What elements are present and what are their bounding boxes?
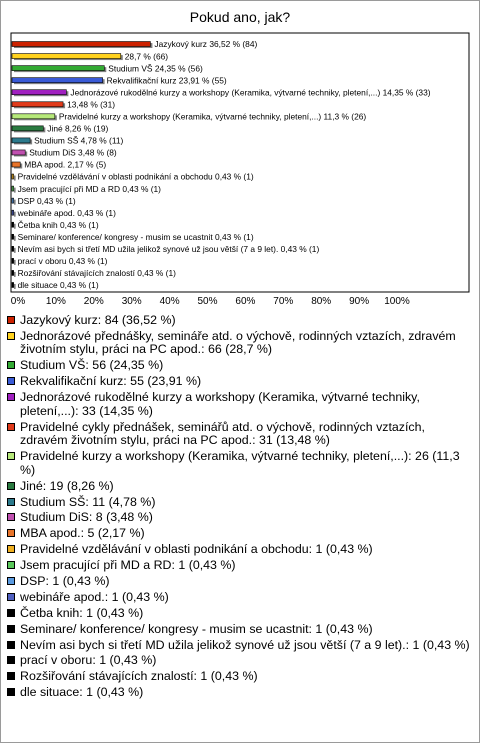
bar-shadow [14,200,16,205]
x-tick-label: 60% [235,296,256,307]
legend-item [7,654,473,668]
bar [12,66,104,71]
legend-swatch [7,641,15,649]
bar [12,54,121,59]
bar-label: webináře apod. 0,43 % (1) [17,207,116,218]
bar [12,198,14,203]
bar-label: DSP 0,43 % (1) [17,195,76,206]
legend-label: Studium VŠ: 56 (24,35 %) [20,358,164,373]
x-tick-label: 20% [83,296,104,307]
bar-shadow [14,188,16,193]
bar-label: Jiné 8,26 % (19) [47,123,109,134]
legend-label: Pravidelné kurzy a workshopy (Keramika, výtvarné techniky, pletení,...): 26 (11,3 %) [20,449,460,477]
legend-item [7,607,473,621]
chart-title: Pokud ano, jak? [189,9,291,25]
legend-label: Jednorázové přednášky, semináře atd. o výchově, rodinných vztazích, zdravém životním stylu, práci na PC apod.: 66 (28,7 %) [20,328,456,357]
bar [12,174,14,179]
legend-swatch [7,609,15,617]
bar [12,78,103,83]
legend-item [7,330,473,357]
legend-label: Jednorázové rukodělné kurzy a workshopy (Keramika, výtvarné techniky, pletení,...): 33 (14,35 %) [20,390,420,418]
bar-label: Jednorázové rukodělné kurzy a workshopy (Keramika, výtvarné techniky, pletení,...) 14,35 % (33) [70,87,431,98]
legend-swatch [7,577,15,585]
legend-item [7,670,473,684]
legend-label: MBA apod.: 5 (2,17 %) [20,526,145,541]
legend-swatch [7,377,15,385]
legend-label: prací v oboru: 1 (0,43 %) [20,653,157,668]
bar [12,102,63,107]
legend-label: DSP: 1 (0,43 %) [20,573,110,588]
bar-label: prací v oboru 0,43 % (1) [17,256,108,267]
bar-label: 28,7 % (66) [124,51,169,62]
legend-item [7,511,473,525]
legend-label: Nevím asi bych si třetí MD užila jelikož synové už jsou větší (7 a 9 let).: 1 (0,43 %) [20,637,470,652]
bar [12,234,14,239]
bar-label: Jazykový kurz 36,52 % (84) [154,39,258,50]
legend-item [7,575,473,589]
x-tick-label: 0% [10,296,26,307]
bar-label: Četba knih 0,43 % (1) [17,219,99,230]
legend-item [7,391,473,418]
bar [12,162,20,167]
legend-swatch [7,656,15,664]
legend-swatch [7,452,15,460]
bar-label: Studium SŠ 4,78 % (11) [34,135,124,146]
legend-item [7,686,473,700]
x-tick-label: 50% [197,296,218,307]
chart-legend [7,314,473,702]
legend-item [7,527,473,541]
bar [12,270,14,275]
bar-shadow [14,224,16,229]
legend-item [7,543,473,557]
bar-label: 13,48 % (31) [67,99,116,110]
bar [12,42,150,47]
bar-label: MBA apod. 2,17 % (5) [24,159,107,170]
x-tick-label: 100% [384,296,410,307]
legend-label: Jsem pracující při MD a RD: 1 (0,43 %) [20,558,236,573]
x-tick-label: 80% [311,296,332,307]
legend-label: webináře apod.: 1 (0,43 %) [20,589,169,604]
legend-label: Studium SŠ: 11 (4,78 %) [20,494,156,509]
bar-label: Seminare/ konference/ kongresy - musim se ucastnit 0,43 % (1) [17,231,254,242]
legend-swatch [7,688,15,696]
bar-shadow [14,236,16,241]
bar-label: Studium VŠ 24,35 % (56) [108,63,203,74]
bar-shadow [14,248,16,253]
legend-swatch [7,423,15,431]
legend-swatch [7,498,15,506]
bar-label: Pravidelné kurzy a workshopy (Keramika, výtvarné techniky, pletení,...) 11,3 % (26) [58,111,367,122]
bar-shadow [14,284,16,289]
legend-swatch [7,316,15,324]
legend-item [7,375,473,389]
legend-label: dle situace: 1 (0,43 %) [20,685,144,700]
bar-label: Jsem pracující při MD a RD 0,43 % (1) [17,183,161,194]
legend-item [7,314,473,328]
x-tick-label: 40% [159,296,180,307]
legend-item [7,421,473,448]
bar-chart [0,0,480,312]
bar [12,210,14,215]
bar-label: Nevím asi bych si třetí MD užila jelikož synové už jsou větší (7 a 9 let). 0,43 % (1) [17,244,320,255]
bar [12,186,14,191]
bar-shadow [14,260,16,265]
legend-label: Rozšiřování stávajících znalostí: 1 (0,43 %) [20,669,258,684]
legend-swatch [7,561,15,569]
legend-swatch [7,361,15,369]
legend-swatch [7,672,15,680]
bar [12,150,25,155]
legend-label: Seminare/ konference/ kongresy - musim se ucastnit: 1 (0,43 %) [20,621,373,636]
bar-shadow [14,176,16,181]
legend-swatch [7,513,15,521]
bar [12,90,66,95]
legend-item [7,359,473,373]
bar-label: Rozšiřování stávajících znalostí 0,43 % (1) [17,268,176,279]
legend-label: Rekvalifikační kurz: 55 (23,91 %) [20,374,202,389]
bar-label: Rekvalifikační kurz 23,91 % (55) [106,75,227,86]
bar-label: Studium DiS 3,48 % (8) [29,147,117,158]
bar [12,246,14,251]
legend-swatch [7,332,15,340]
legend-item [7,496,473,510]
legend-item [7,480,473,494]
bar [12,126,43,131]
legend-item [7,639,473,653]
bar-label: dle situace 0,43 % (1) [17,280,99,291]
bar [12,258,14,263]
legend-swatch [7,593,15,601]
bar [12,282,14,287]
bar-shadow [14,272,16,277]
x-tick-label: 90% [349,296,370,307]
legend-label: Jazykový kurz: 84 (36,52 %) [20,313,176,327]
legend-swatch [7,482,15,490]
legend-label: Jiné: 19 (8,26 %) [20,478,114,493]
legend-swatch [7,625,15,633]
legend-item [7,591,473,605]
legend-item [7,450,473,477]
legend-label: Studium DiS: 8 (3,48 %) [20,510,153,525]
legend-label: Četba knih: 1 (0,43 %) [20,605,144,620]
legend-label: Pravidelné cykly přednášek, seminářů atd. o výchově, rodinných vztazích, zdravém životním stylu, práci na PC apod.: 31 (13,48 %) [20,419,425,448]
bar [12,114,55,119]
bar-label: Pravidelné vzdělávání v oblasti podnikání a obchodu 0,43 % (1) [17,171,254,182]
legend-label: Pravidelné vzdělávání v oblasti podnikání a obchodu: 1 (0,43 %) [20,542,373,557]
legend-item [7,623,473,637]
bar [12,138,30,143]
legend-swatch [7,393,15,401]
x-tick-label: 70% [273,296,294,307]
bar-shadow [14,212,16,217]
legend-item [7,559,473,573]
x-tick-label: 10% [45,296,66,307]
x-tick-label: 30% [121,296,142,307]
legend-swatch [7,545,15,553]
bar [12,222,14,227]
legend-swatch [7,529,15,537]
